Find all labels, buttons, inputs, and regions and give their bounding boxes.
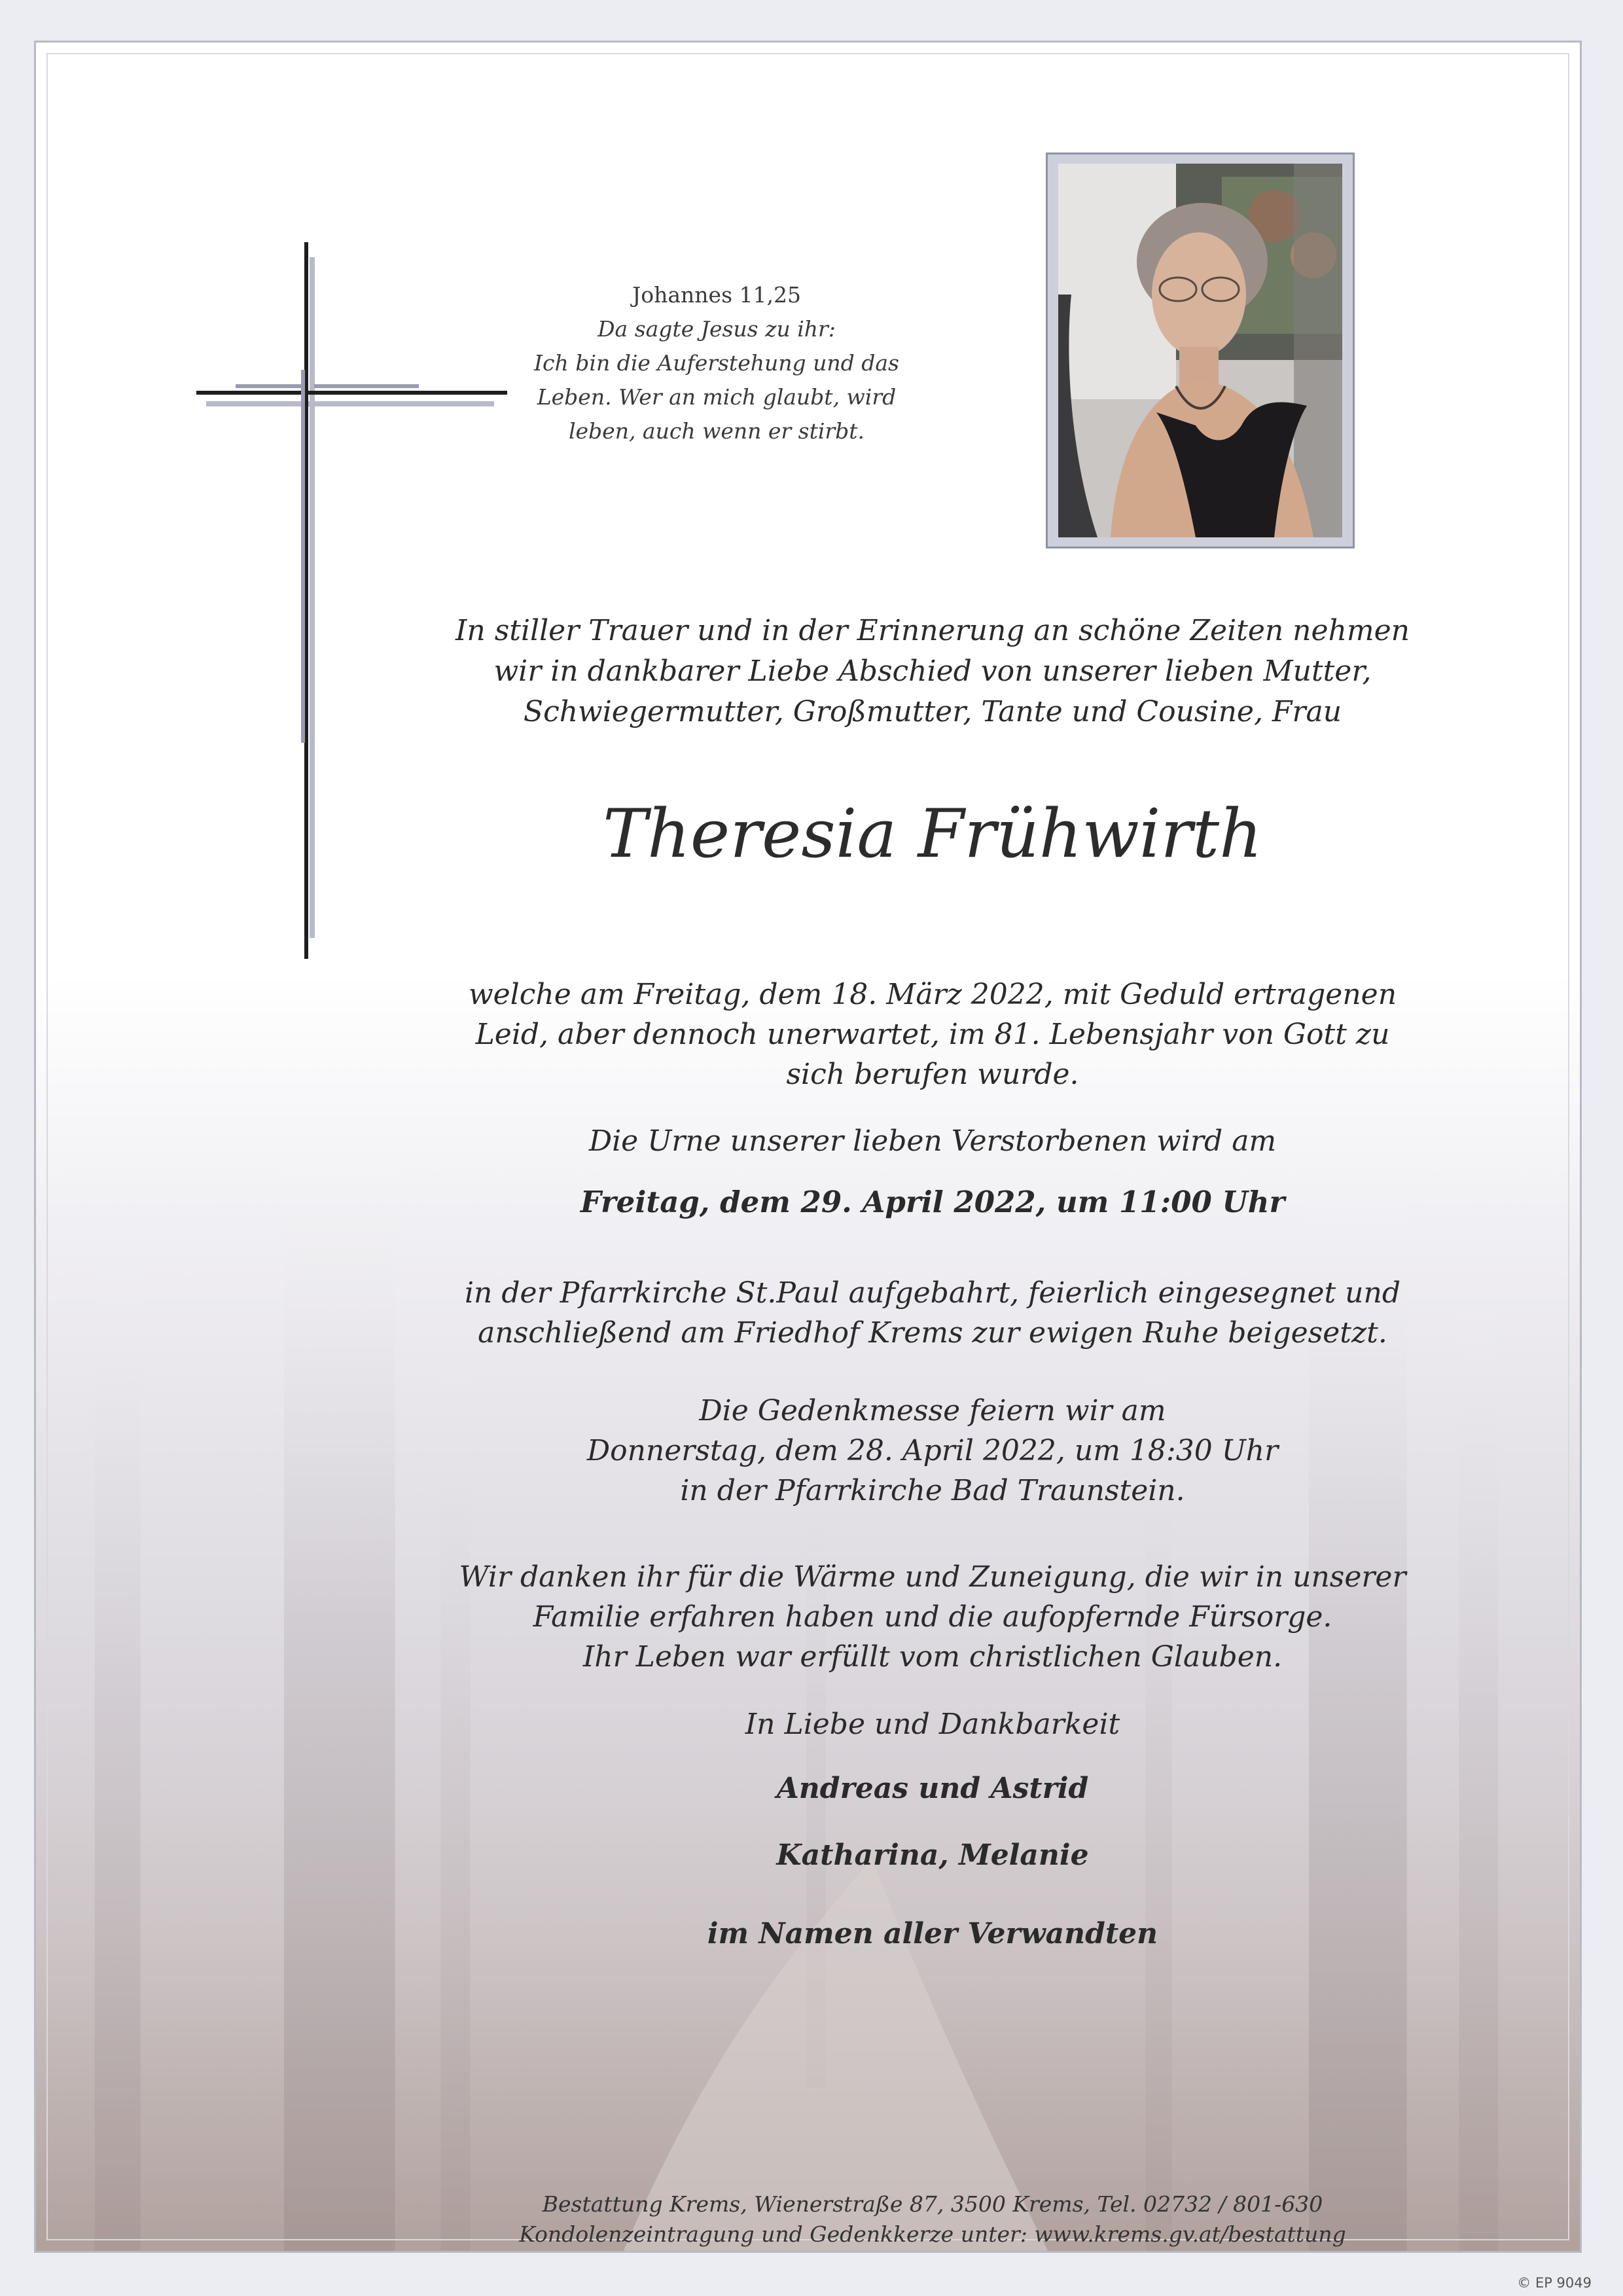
ceremony-datetime: Freitag, dem 29. April 2022, um 11:00 Uhr	[580, 1185, 1285, 1219]
memorial-mass-line: Die Gedenkmesse feiern wir am	[699, 1394, 1166, 1427]
verse-line: leben, auch wenn er stirbt.	[568, 418, 865, 444]
death-notice-line: sich berufen wurde.	[786, 1058, 1079, 1091]
intro-line: In stiller Trauer und in der Erinnerung an schöne Zeiten nehmen	[455, 614, 1410, 647]
urn-intro	[429, 1121, 1436, 1161]
ceremony-place-line: anschließend am Friedhof Krems zur ewigen Ruhe beigesetzt.	[478, 1316, 1387, 1350]
death-notice	[429, 975, 1436, 1094]
verse-line: Leben. Wer an mich glaubt, wird	[537, 384, 897, 410]
signature-relatives: im Namen aller Verwandten	[707, 1917, 1158, 1950]
bible-verse	[507, 278, 926, 448]
death-notice-line: welche am Freitag, dem 18. März 2022, mit Geduld ertragenen	[468, 978, 1397, 1011]
funeral-home-footer	[429, 2189, 1436, 2250]
death-notice-line: Leid, aber dennoch unerwartet, im 81. Lebensjahr von Gott zu	[475, 1018, 1390, 1051]
print-code: © EP 9049	[1517, 2275, 1592, 2291]
obituary-page	[34, 41, 1582, 2253]
thanks-line: Wir danken ihr für die Wärme und Zuneigung, die wir in unserer	[459, 1560, 1406, 1594]
intro-text	[442, 611, 1423, 732]
ceremony-place	[429, 1273, 1436, 1353]
thanks-text	[429, 1557, 1436, 1677]
memorial-mass	[429, 1391, 1436, 1511]
deceased-name: Theresia Frühwirth	[603, 795, 1262, 873]
footer-line: Kondolenzeintragung und Gedenkkerze unter: www.krems.gv.at/bestattung	[519, 2221, 1346, 2247]
memorial-mass-line: Donnerstag, dem 28. April 2022, um 18:30 Uhr	[586, 1434, 1279, 1467]
verse-reference: Johannes 11,25	[632, 282, 801, 308]
portrait-image	[1058, 164, 1342, 537]
signature-family-1: Andreas und Astrid	[776, 1772, 1089, 1805]
thanks-line: Familie erfahren haben und die aufopfernde Fürsorge.	[533, 1600, 1332, 1634]
intro-line: wir in dankbarer Liebe Abschied von unserer lieben Mutter,	[493, 655, 1372, 688]
verse-line: Ich bin die Auferstehung und das	[534, 350, 899, 376]
urn-intro-line: Die Urne unserer lieben Verstorbenen wird am	[588, 1124, 1277, 1158]
signature-family-2: Katharina, Melanie	[776, 1839, 1089, 1872]
thanks-line: Ihr Leben war erfüllt vom christlichen Glauben.	[582, 1640, 1283, 1674]
memorial-mass-line: in der Pfarrkirche Bad Traunstein.	[680, 1474, 1185, 1507]
ceremony-place-line: in der Pfarrkirche St.Paul aufgebahrt, feierlich eingesegnet und	[464, 1276, 1401, 1310]
portrait-photo	[1046, 152, 1355, 548]
signature-closing: In Liebe und Dankbarkeit	[745, 1708, 1120, 1741]
intro-line: Schwiegermutter, Großmutter, Tante und Cousine, Frau	[523, 695, 1342, 728]
verse-line: Da sagte Jesus zu ihr:	[597, 316, 836, 342]
footer-line: Bestattung Krems, Wienerstraße 87, 3500 Krems, Tel. 02732 / 801-630	[542, 2191, 1323, 2217]
